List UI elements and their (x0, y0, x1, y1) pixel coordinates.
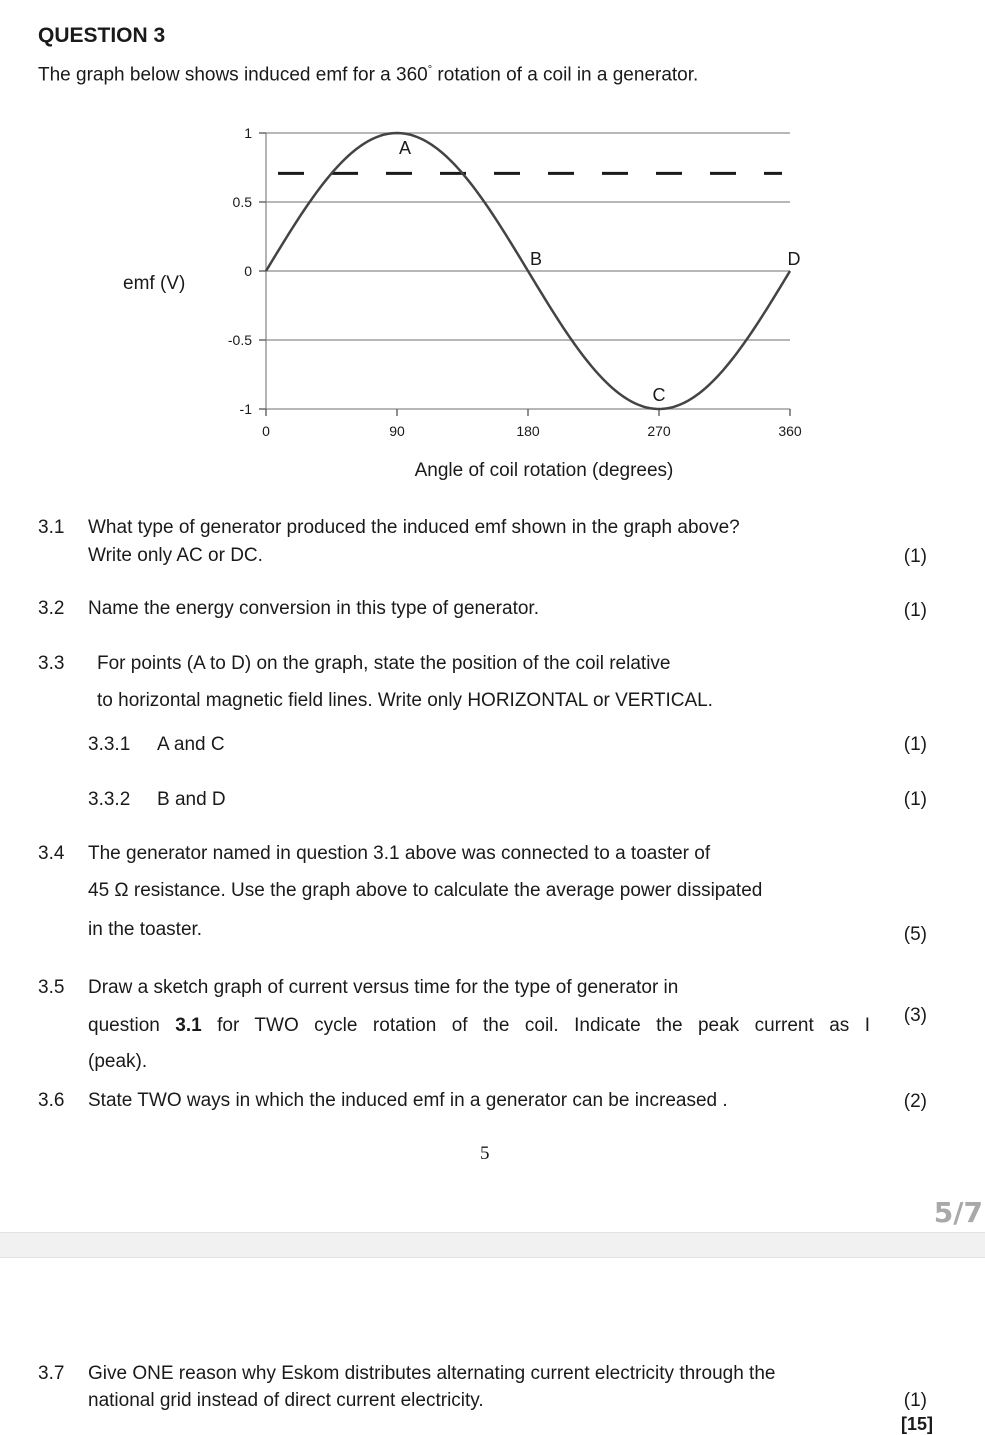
q36-number: 3.6 (38, 1090, 65, 1111)
q35-line1: Draw a sketch graph of current versus time for the type of generator in (88, 977, 679, 998)
emf-graph (0, 0, 985, 500)
q37-line2: national grid instead of direct current electricity. (88, 1390, 484, 1411)
q34-number: 3.4 (38, 843, 65, 864)
q332-text: B and D (157, 789, 226, 810)
x-tick-label-0: 0 (262, 423, 270, 439)
y-axis-label: emf (V) (123, 273, 186, 294)
point-label-a: A (398, 138, 412, 158)
q33-number: 3.3 (38, 653, 65, 674)
q37-line1: Give ONE reason why Eskom distributes alternating current electricity through the (88, 1363, 776, 1384)
point-label-b: B (529, 249, 543, 269)
question-heading: QUESTION 3 (38, 24, 166, 47)
q37-number: 3.7 (38, 1363, 65, 1384)
y-tick-label-2: 0 (244, 263, 252, 279)
q34-line2: 45 Ω resistance. Use the graph above to calculate the average power dissipated (88, 880, 763, 901)
q332-marks: (1) (903, 789, 927, 810)
q35-number: 3.5 (38, 977, 65, 998)
q331-text: A and C (157, 734, 225, 755)
point-label-c: C (652, 385, 666, 405)
y-tick-label-0: 1 (244, 125, 252, 141)
x-tick-label-2: 180 (516, 423, 540, 439)
q331-number: 3.3.1 (88, 734, 131, 755)
q3-total-marks: [15] (900, 1414, 933, 1434)
y-tick-label-4: -1 (239, 401, 252, 417)
x-tick-label-3: 270 (647, 423, 671, 439)
x-tick-label-1: 90 (389, 423, 405, 439)
q31-number: 3.1 (38, 517, 65, 538)
q35-marks: (3) (903, 1005, 927, 1026)
q36-marks: (2) (903, 1091, 927, 1112)
q36-line1: State TWO ways in which the induced emf in a generator can be increased . (88, 1090, 728, 1111)
q33-line2: to horizontal magnetic field lines. Write only HORIZONTAL or VERTICAL. (97, 690, 713, 711)
q35-line3: (peak). (88, 1051, 148, 1072)
q31-line2: Write only AC or DC. (88, 545, 263, 566)
y-tick-label-3: -0.5 (227, 332, 252, 348)
y-tick-label-1: 0.5 (232, 194, 252, 210)
x-tick-label-4: 360 (778, 423, 802, 439)
q32-line1: Name the energy conversion in this type of generator. (88, 598, 539, 619)
q31-marks: (1) (903, 546, 927, 567)
q37-marks: (1) (903, 1390, 927, 1411)
page-number: 5 (480, 1143, 490, 1164)
q34-line1: The generator named in question 3.1 above was connected to a toaster of (88, 843, 711, 864)
q331-marks: (1) (903, 734, 927, 755)
q34-line3: in the toaster. (88, 919, 203, 940)
q31-line1: What type of generator produced the induced emf shown in the graph above? (88, 517, 740, 538)
page-counter: 5/7 (933, 1196, 983, 1229)
q34-marks: (5) (903, 924, 927, 945)
point-label-d: D (787, 249, 801, 269)
intro-text: The graph below shows induced emf for a 360° rotation of a coil in a generator. (38, 64, 699, 86)
q32-marks: (1) (903, 600, 927, 621)
page-separator (0, 1232, 985, 1258)
q332-number: 3.3.2 (88, 789, 131, 810)
q35-line2: question 3.1 for TWO cycle rotation of the coil. Indicate the peak current as I (88, 1015, 870, 1036)
x-axis-label: Angle of coil rotation (degrees) (414, 460, 674, 481)
q33-line1: For points (A to D) on the graph, state the position of the coil relative (97, 653, 671, 674)
q32-number: 3.2 (38, 598, 65, 619)
